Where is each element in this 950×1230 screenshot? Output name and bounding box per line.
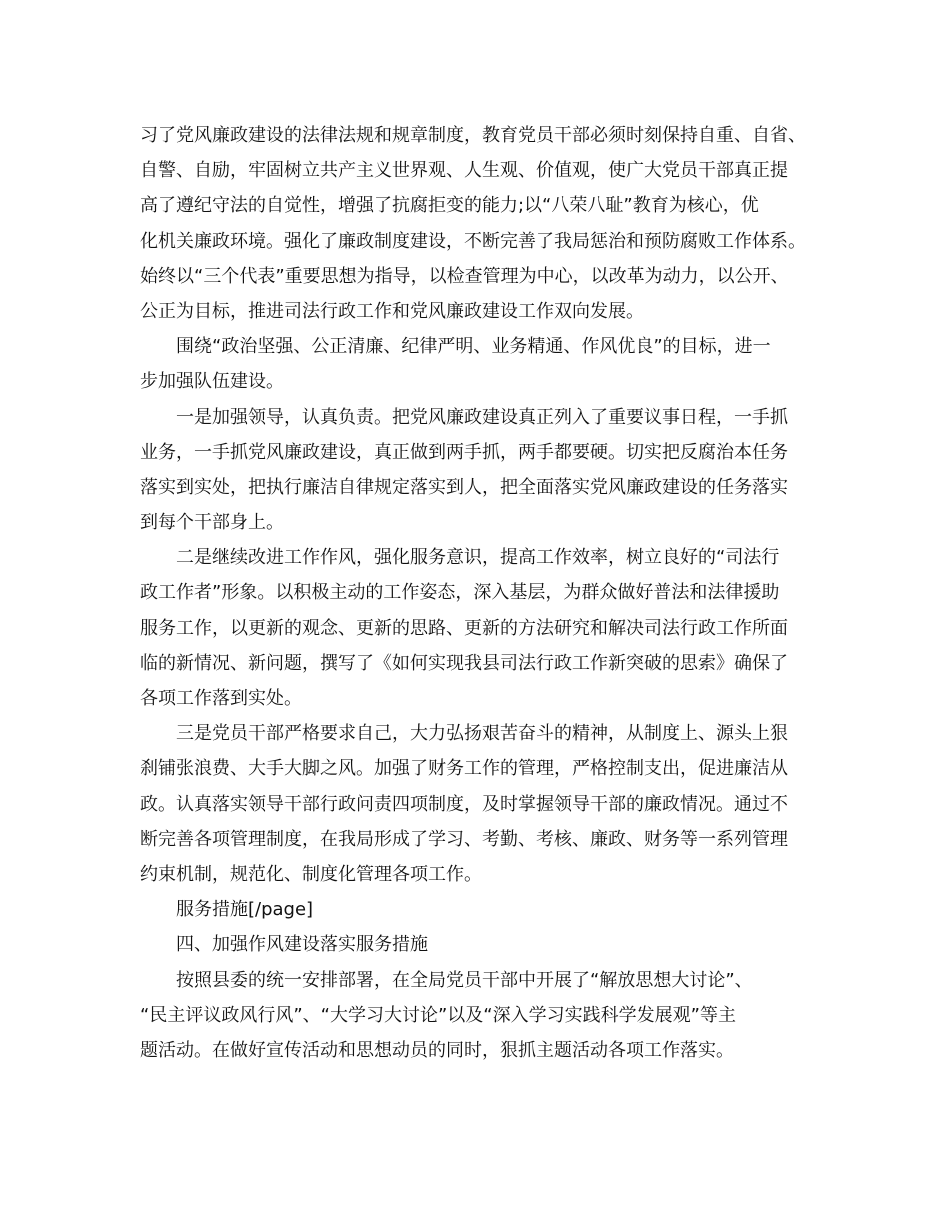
text-line: 化机关廉政环境。强化了廉政制度建设，不断完善了我局惩治和预防腐败工作体系。 [140,230,806,252]
text-line: 落实到实处，把执行廉洁自律规定落实到人，把全面落实党风廉政建设的任务落实 [140,476,788,498]
text-line: “民主评议政风行风”、“大学习大讨论”以及“深入学习实践科学发展观”等主 [140,1004,736,1026]
text-line: 断完善各项管理制度，在我局形成了学习、考勤、考核、廉政、财务等一系列管理 [140,828,788,850]
text-line: 四、加强作风建设落实服务措施 [176,934,428,956]
text-line: 公正为目标，推进司法行政工作和党风廉政建设工作双向发展。 [140,300,644,322]
text-line: 业务，一手抓党风廉政建设，真正做到两手抓，两手都要硬。切实把反腐治本任务 [140,441,788,463]
text-line: 始终以“三个代表”重要思想为指导，以检查管理为中心，以改革为动力，以公开、 [140,265,789,287]
text-line: 高了遵纪守法的自觉性，增强了抗腐拒变的能力;以“八荣八耻”教育为核心，优 [140,195,759,217]
text-line: 围绕“政治坚强、公正清廉、纪律严明、业务精通、作风优良”的目标，进一 [176,336,771,358]
text-line: 临的新情况、新问题，撰写了《如何实现我县司法行政工作新突破的思索》确保了 [140,652,788,674]
text-line: 二是继续改进工作作风，强化服务意识，提高工作效率，树立良好的“司法行 [176,547,780,569]
text-line: 约束机制，规范化、制度化管理各项工作。 [140,863,482,885]
text-line: 一是加强领导，认真负责。把党风廉政建设真正列入了重要议事日程，一手抓 [176,406,788,428]
text-line: 政工作者”形象。以积极主动的工作姿态，深入基层，为群众做好普法和法律援助 [140,582,780,604]
text-line: 自警、自励，牢固树立共产主义世界观、人生观、价值观，使广大党员干部真正提 [140,160,788,182]
text-line: 服务措施[/page] [176,899,314,921]
text-line: 三是党员干部严格要求自己，大力弘扬艰苦奋斗的精神，从制度上、源头上狠 [176,723,788,745]
text-line: 习了党风廉政建设的法律法规和规章制度，教育党员干部必须时刻保持自重、自省、 [140,125,806,146]
text-line: 政。认真落实领导干部行政问责四项制度，及时掌握领导干部的廉政情况。通过不 [140,793,788,815]
text-line: 服务工作，以更新的观念、更新的思路、更新的方法研究和解决司法行政工作所面 [140,617,788,639]
text-line: 题活动。在做好宣传活动和思想动员的同时，狠抓主题活动各项工作落实。 [140,1039,734,1061]
text-line: 到每个干部身上。 [140,512,284,534]
text-line: 步加强队伍建设。 [140,371,284,393]
document-body [140,118,840,1068]
text-line: 按照县委的统一安排部署，在全局党员干部中开展了“解放思想大讨论”、 [176,969,753,991]
text-line: 各项工作落到实处。 [140,688,302,709]
text-line: 刹铺张浪费、大手大脚之风。加强了财务工作的管理，严格控制支出，促进廉洁从 [140,758,788,780]
